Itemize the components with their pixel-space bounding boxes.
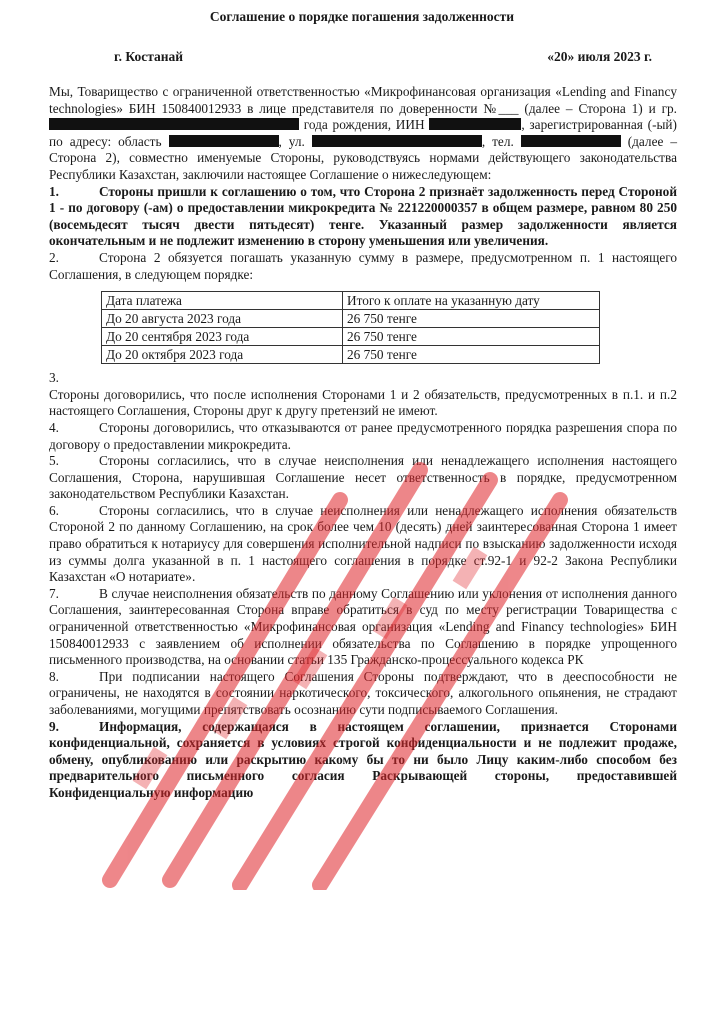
- intro-part-5: , тел.: [481, 133, 514, 149]
- document-title: Соглашение о порядке погашения задолженности: [209, 9, 515, 24]
- intro-part-4: , ул.: [278, 133, 305, 149]
- redaction-iin: [429, 118, 521, 130]
- intro-paragraph: [49, 84, 677, 184]
- table-cell: До 20 сентября 2023 года: [102, 328, 343, 346]
- document-city: г. Костанай: [114, 49, 184, 64]
- intro-part-6: (далее – Сторона 2), совместно именуемые Стороны, руководствуясь нормами действующего законодательства Республики Казахстан, заключили настоящее Соглашение о нижеследующем:: [49, 133, 677, 182]
- clause-3-number: 3.: [49, 370, 59, 386]
- payment-schedule-table: [101, 291, 600, 364]
- clause-8: 8. При подписании настоящего Соглашения Стороны подтверждают, что в дееспособности не ограничены, не находятся в состоянии наркотического, токсического, алкогольного опьянения, не страдают заболеваниями, могущими препятствовать осознанию сути подписываемого Соглашения.: [49, 668, 677, 717]
- table-cell: До 20 октября 2023 года: [102, 346, 343, 364]
- table-cell: 26 750 тенге: [343, 328, 600, 346]
- clause-7: 7. В случае неисполнения обязательств по данному Соглашению или уклонения от исполнения данного Соглашения, заинтересованная Сторона вправе обратиться в суд по месту регистрации Товарищества с ограниченной ответственностью «Микрофинансовая организация «Lending and Financy technologies» БИН 150840012933 с заявлением об исполнении обязательства по Соглашению в порядке упрощенного письменного производства, на основании статьи 135 Гражданско-процессуального кодекса РК: [49, 585, 677, 668]
- clause-1: 1. Стороны пришли к соглашению о том, что Сторона 2 признаёт задолженность перед Стороной 1 - по договору (-ам) о предоставлении микрокредита № 221220000357 в общем размере, равном 80 250 (восемьдесят тысяч двести пятьдесят) тенге. Указанный размер задолженности является окончательным и не подлежит изменению в сторону уменьшения или увеличения.: [49, 183, 677, 249]
- intro-part-2: года рождения, ИИН: [303, 117, 425, 133]
- table-cell: До 20 августа 2023 года: [102, 310, 343, 328]
- table-header-cell: Итого к оплате на указанную дату: [343, 292, 600, 310]
- clause-4: 4. Стороны договорились, что отказываются от ранее предусмотренного порядка разрешения спора по договору о предоставлении микрокредита.: [49, 419, 677, 452]
- clause-9: 9. Информация, содержащаяся в настоящем соглашении, признается Сторонами конфиденциальной, сохраняется в условиях строгой конфиденциальности и не подлежит продаже, обмену, опубликованию или раскрытию какому бы то ни было Лицу каким-либо способом без предварительного письменного согласия Раскрывающей стороны, предоставившей Конфиденциальную информацию: [49, 718, 677, 800]
- redaction-phone: [521, 135, 621, 147]
- table-row: [102, 346, 600, 364]
- clause-5: 5. Стороны согласились, что в случае неисполнения или ненадлежащего исполнения настоящего Соглашения, Сторона, нарушившая Соглашение несет ответственность в порядке, предусмотренном законодательством Республики Казахстан.: [49, 453, 677, 502]
- document-date: «20» июля 2023 г.: [547, 49, 652, 64]
- clause-6: 6. Стороны согласились, что в случае неисполнения или ненадлежащего исполнения обязательств Стороной 2 по данному Соглашению, на срок более чем 10 (десять) дней заинтересованная Сторона 1 имеет право обратиться к нотариусу для совершения исполнительной надписи по взысканию задолженности исходя из суммы долга указанной в п. 1 настоящего соглашения в порядке ст.92-1 и 92-2 Закона Республики Казахстан «О нотариате».: [49, 502, 677, 585]
- table-header-row: [102, 292, 600, 310]
- redaction-street: [312, 135, 482, 147]
- redaction-name: [49, 118, 299, 130]
- intro-part-1: Мы, Товарищество с ограниченной ответственностью «Микрофинансовая организация «Lending and Financy technologies» БИН 150840012933 в лице представителя по доверенности №___ (далее – Сторона 1) и гр.: [49, 84, 677, 116]
- table-cell: 26 750 тенге: [343, 346, 600, 364]
- table-row: [102, 328, 600, 346]
- table-header-cell: Дата платежа: [102, 292, 343, 310]
- table-row: [102, 310, 600, 328]
- clause-2: 2. Сторона 2 обязуется погашать указанную сумму в размере, предусмотренном п. 1 настоящего Соглашения, в следующем порядке:: [49, 249, 677, 282]
- intro-part-3: , зарегистрированная (-ый) по адресу: область: [49, 117, 677, 149]
- clause-3: Стороны договорились, что после исполнения Сторонами 1 и 2 обязательств, предусмотренных в п.1. и п.2 настоящего Соглашения, Стороны друг к другу претензий не имеют.: [49, 386, 677, 419]
- table-cell: 26 750 тенге: [343, 310, 600, 328]
- document-body: [49, 84, 677, 802]
- redaction-address: [169, 135, 279, 147]
